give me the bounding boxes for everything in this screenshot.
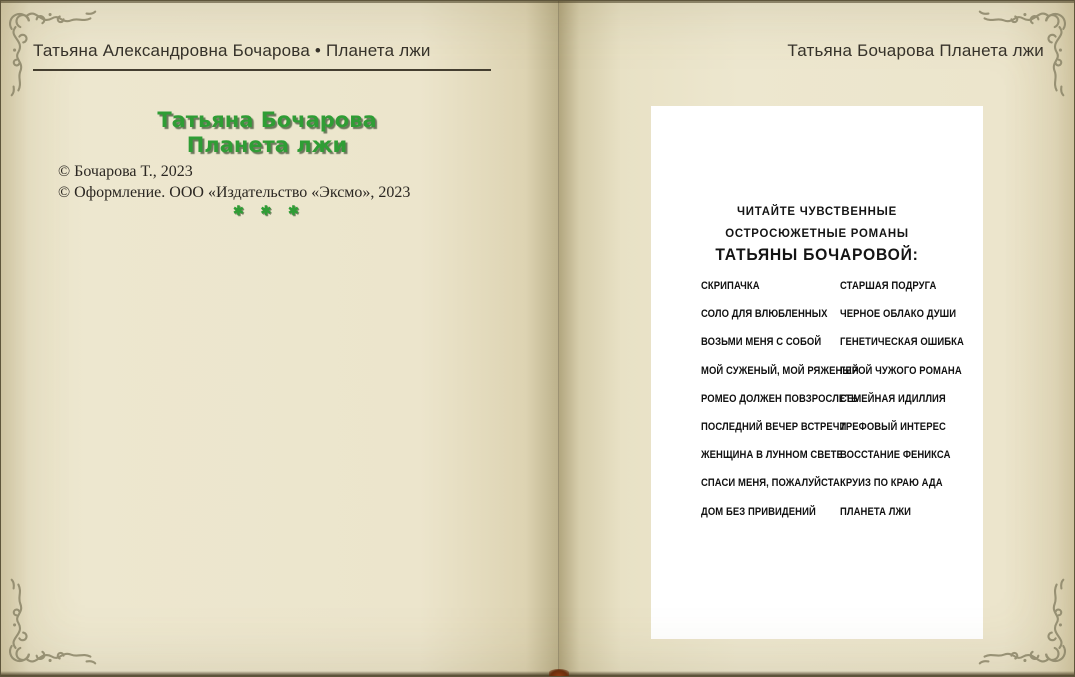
book-list-item: ПЛАНЕТА ЛЖИ xyxy=(840,505,911,518)
book-list-item: ДОМ БЕЗ ПРИВИДЕНИЙ xyxy=(701,505,816,518)
book-list-item: СТАРШАЯ ПОДРУГА xyxy=(840,280,937,292)
corner-flourish-icon xyxy=(4,575,100,671)
book-list-item: СКРИПАЧКА xyxy=(701,280,760,292)
promo-heading-line3: ТАТЬЯНЫ БОЧАРОВОЙ: xyxy=(715,246,919,264)
promo-image-box xyxy=(651,106,983,639)
left-running-header: Татьяна Александровна Бочарова • Планета лжи xyxy=(33,41,431,60)
promo-heading-line2: ОСТРОСЮЖЕТНЫЕ РОМАНЫ xyxy=(725,226,909,240)
book-list-item: ЧЕРНОЕ ОБЛАКО ДУШИ xyxy=(840,308,957,321)
corner-flourish-icon xyxy=(975,575,1071,671)
book-list-item: СПАСИ МЕНЯ, ПОЖАЛУЙСТА! xyxy=(701,477,844,490)
right-running-header: Татьяна Бочарова Планета лжи xyxy=(787,41,1044,60)
book-list-item: МОЙ СУЖЕНЫЙ, МОЙ РЯЖЕНЫЙ xyxy=(701,364,859,377)
book-spine xyxy=(558,1,559,677)
copyright-publisher: © Оформление. ООО «Издательство «Эксмо», 2023 xyxy=(58,184,411,201)
book-list-item: РОМЕО ДОЛЖЕН ПОВЗРОСЛЕТЬ xyxy=(701,392,859,405)
book-author-title: Татьяна Бочарова xyxy=(157,108,377,132)
left-header-rule xyxy=(33,69,491,71)
page-bottom-edge xyxy=(1,671,1074,676)
book-list-item: ГЕНЕТИЧЕСКАЯ ОШИБКА xyxy=(840,336,964,349)
book-list-item: КРУИЗ ПО КРАЮ АДА xyxy=(840,477,943,490)
book-list-item: ЖЕНЩИНА В ЛУННОМ СВЕТЕ xyxy=(701,449,843,462)
book-list-item: ТРЕФОВЫЙ ИНТЕРЕС xyxy=(840,420,946,433)
asterisk-separator: ✱ ✱ ✱ xyxy=(233,203,301,218)
book-list-item: ГЕРОЙ ЧУЖОГО РОМАНА xyxy=(840,364,962,377)
book-list-item: СОЛО ДЛЯ ВЛЮБЛЕННЫХ xyxy=(701,308,828,321)
spine-end-cap xyxy=(549,669,569,676)
promo-heading-line1: ЧИТАЙТЕ ЧУВСТВЕННЫЕ xyxy=(737,204,897,218)
book-list-item: СЕМЕЙНАЯ ИДИЛЛИЯ xyxy=(840,392,946,405)
corner-flourish-icon xyxy=(975,4,1071,100)
book-name-title: Планета лжи xyxy=(186,133,348,157)
corner-flourish-icon xyxy=(4,4,100,100)
book-list-item: ВОССТАНИЕ ФЕНИКСА xyxy=(840,449,951,462)
book-list-item: ПОСЛЕДНИЙ ВЕЧЕР ВСТРЕЧИ xyxy=(701,420,847,433)
promo-book-list-right xyxy=(840,280,984,534)
page-top-edge xyxy=(1,1,1074,3)
copyright-author: © Бочарова Т., 2023 xyxy=(58,163,193,180)
book-list-item: ВОЗЬМИ МЕНЯ С СОБОЙ xyxy=(701,336,822,349)
